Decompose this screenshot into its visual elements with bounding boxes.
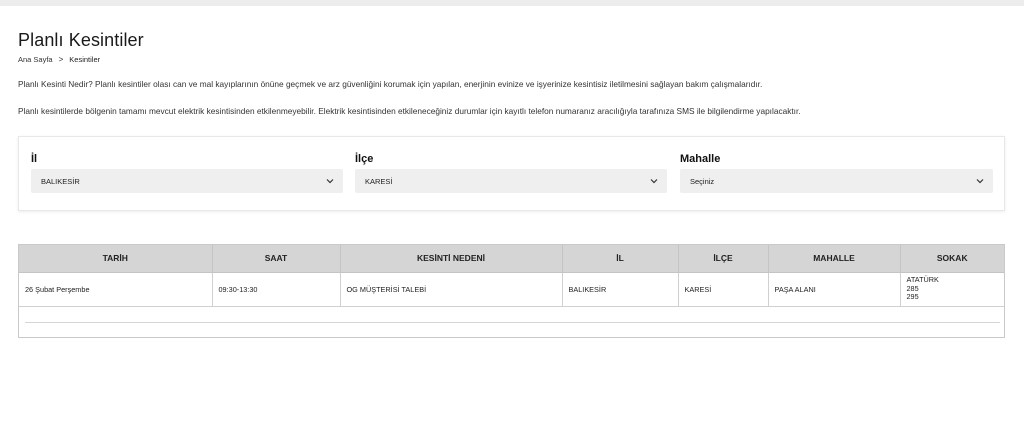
table-header-row bbox=[19, 245, 1004, 272]
ilce-select[interactable] bbox=[355, 169, 667, 193]
sokak-line: 285 bbox=[906, 283, 919, 293]
ilce-filter bbox=[355, 151, 667, 193]
il-filter bbox=[31, 151, 343, 193]
cell-sokak bbox=[900, 272, 1004, 306]
column-header-tarih: TARİH bbox=[19, 245, 212, 272]
info-paragraph-notice: Planlı kesintilerde bölgenin tamamı mevcut elektrik kesintisinden etkilenmeyebilir. Elektrik kesintisinden etkileneceğiniz durumlar için kayıtlı telefon numaranız aracılığıyla tarafınıza SMS ile bilgilendirme yapılacaktır. bbox=[18, 106, 801, 116]
il-label: İl bbox=[31, 153, 38, 165]
cell-il: BALIKESİR bbox=[562, 272, 678, 306]
chevron-down-icon bbox=[975, 176, 985, 186]
column-header-ilce: İLÇE bbox=[678, 245, 768, 272]
mahalle-select-value: Seçiniz bbox=[690, 176, 715, 186]
cell-neden: OG MÜŞTERİSİ TALEBİ bbox=[340, 272, 562, 306]
table-row bbox=[19, 272, 1004, 306]
il-select-value: BALIKESİR bbox=[41, 176, 80, 186]
column-header-saat: SAAT bbox=[212, 245, 340, 272]
info-paragraph-definition: Planlı Kesinti Nedir? Planlı kesintiler olası can ve mal kayıplarının önüne geçmek ve arz güvenliğini korumak için yapılan, enerjinin evinize ve işyerinize kesintisiz iletilmesini sağlayan bakım çalışmalarıdır. bbox=[18, 79, 763, 89]
cell-ilce: KARESİ bbox=[678, 272, 768, 306]
cell-tarih: 26 Şubat Perşembe bbox=[19, 272, 212, 306]
mahalle-filter bbox=[680, 151, 993, 193]
cell-mahalle: PAŞA ALANI bbox=[768, 272, 900, 306]
column-header-mahalle: MAHALLE bbox=[768, 245, 900, 272]
breadcrumb bbox=[18, 55, 100, 64]
chevron-down-icon bbox=[649, 176, 659, 186]
table-empty-row bbox=[19, 306, 1004, 337]
mahalle-label: Mahalle bbox=[680, 153, 721, 165]
chevron-down-icon bbox=[325, 176, 335, 186]
ilce-select-value: KARESİ bbox=[365, 176, 393, 186]
sokak-line: 295 bbox=[906, 292, 919, 302]
mahalle-select[interactable] bbox=[680, 169, 993, 193]
breadcrumb-current: Kesintiler bbox=[69, 55, 101, 64]
divider bbox=[25, 322, 1000, 323]
column-header-neden: KESİNTİ NEDENİ bbox=[340, 245, 562, 272]
ilce-label: İlçe bbox=[355, 153, 374, 165]
il-select[interactable] bbox=[31, 169, 343, 193]
breadcrumb-home-link[interactable]: Ana Sayfa bbox=[18, 55, 53, 64]
column-header-sokak: SOKAK bbox=[900, 245, 1004, 272]
top-bar bbox=[0, 0, 1024, 6]
column-header-il: İL bbox=[562, 245, 678, 272]
breadcrumb-separator-icon: > bbox=[58, 55, 64, 64]
page-title: Planlı Kesintiler bbox=[18, 30, 144, 50]
filter-panel bbox=[18, 136, 1005, 211]
sokak-line: ATATÜRK bbox=[906, 275, 939, 285]
cell-saat: 09:30-13:30 bbox=[212, 272, 340, 306]
outage-table bbox=[18, 244, 1005, 338]
